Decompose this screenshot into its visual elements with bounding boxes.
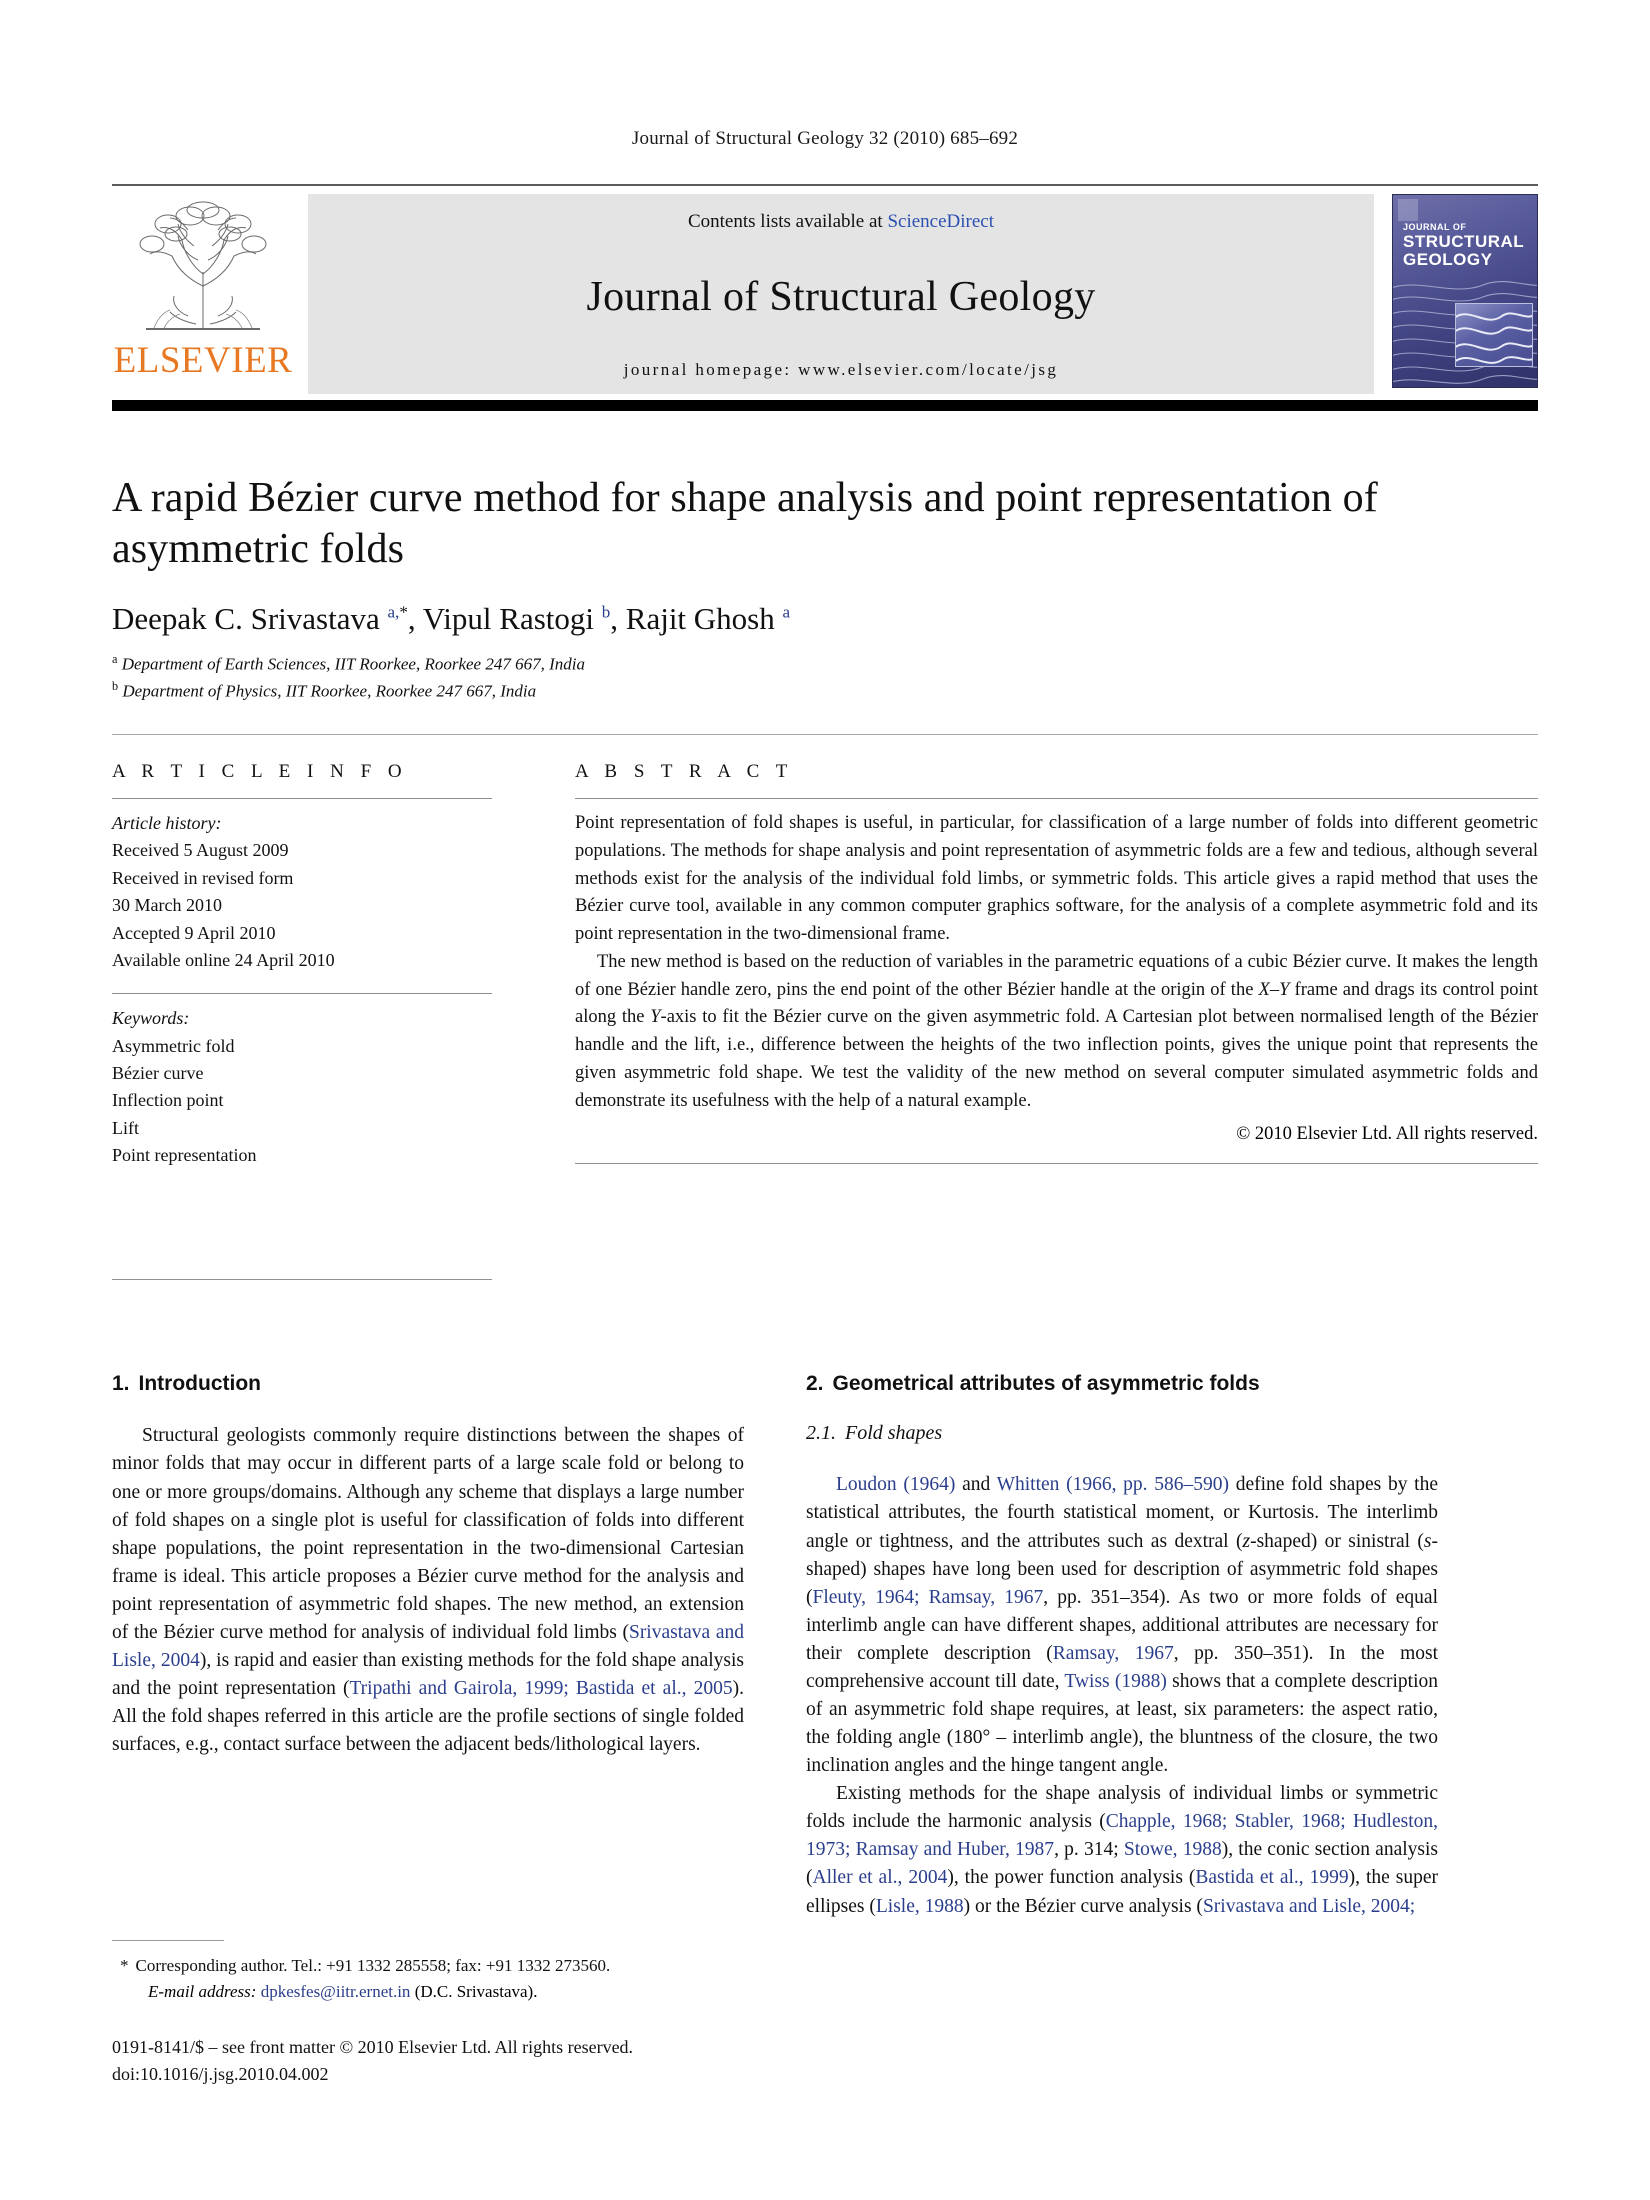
issn-line: 0191-8141/$ – see front matter © 2010 Elsevier Ltd. All rights reserved.: [112, 2037, 634, 2057]
geometrical-paragraph: Loudon (1964) and Whitten (1966, pp. 586–590) define fold shapes by the statistical attributes, the fourth statistical moment, or Kurtosis. The interlimb angle or tightness, and the attributes such as dextral (z-shaped) or sinistral (s-shaped) shapes have long been used for description of asymmetric fold shapes (Fleuty, 1964; Ramsay, 1967, pp. 351–354). As two or more folds of equal interlimb angle can have different shapes, additional attributes are necessary for their complete description (Ramsay, 1967, pp. 350–351). In the most comprehensive account till date, Twiss (1988) shows that a complete description of an asymmetric fold shape requires, at least, six parameters: the aspect ratio, the folding angle (180° – interlimb angle), the bluntness of the closure, the two inclination angles and the hinge tangent angle.: [806, 1474, 1439, 1777]
article-info-bottom-rule: [112, 1279, 492, 1280]
abstract-paragraph: The new method is based on the reduction of variables in the parametric equations of a cubic Bézier curve. It makes the length of one Bézier handle zero, pins the end point of the other Bézier handle at the origin of the X–Y frame and drags its control point along the Y-axis to fit the Bézier curve on the given asymmetric fold. A Cartesian plot between normalised length of the Bézier handle and the lift, i.e., difference between the heights of the two inflection points, gives the unique point that represents the given asymmetric fold shape. We test the validity of the new method on several computer simulated asymmetric folds and demonstrate its usefulness with the help of a natural example.: [575, 951, 1538, 1111]
page-title: A rapid Bézier curve method for shape analysis and point representation of asymmetric folds: [112, 475, 1378, 573]
intro-paragraph: Structural geologists commonly require distinctions between the shapes of minor folds that may occur in different parts of a large scale fold or belong to one or more groups/domains. Although any scheme that displays a large number of fold shapes on a single plot is useful for classification of folds into different shape populations, the point representation in the two-dimensional Cartesian frame is ideal. This article proposes a Bézier curve method for the analysis and point representation of asymmetric fold shapes. The new method, an extension of the Bézier curve method for analysis of individual fold limbs (Srivastava and Lisle, 2004), is rapid and easier than existing methods for the fold shape analysis and the point representation (Tripathi and Gairola, 1999; Bastida et al., 2005). All the fold shapes referred in this article are the profile sections of single folded surfaces, e.g., contact surface between the adjacent beds/lithological layers.: [112, 1425, 744, 1756]
section-heading-introduction: [112, 1372, 744, 1396]
cover-title: [1403, 223, 1529, 269]
keyword-item: Point representation: [112, 1145, 257, 1166]
keywords-label: Keywords:: [112, 1008, 190, 1029]
footnote-star: *: [120, 1956, 129, 1975]
cover-line-2: STRUCTURAL: [1403, 231, 1525, 251]
body-column-left: [112, 1372, 744, 1920]
corresponding-author-note: [112, 1953, 744, 1979]
affiliation-a: $^a$ Department of Earth Sciences, IIT Roorkee, Roorkee 247 667, India: [112, 652, 585, 675]
doi-line: doi:10.1016/j.jsg.2010.04.002: [112, 2064, 329, 2084]
article-history-label: Article history:: [112, 813, 222, 834]
section-number: 2.: [806, 1372, 824, 1396]
journal-homepage[interactable]: journal homepage: www.elsevier.com/locate/jsg: [623, 360, 1059, 379]
email-label: E-mail address:: [148, 1981, 257, 2001]
history-item: Available online 24 April 2010: [112, 949, 335, 970]
cover-inset-folds-icon: [1456, 304, 1532, 366]
section-number: 1.: [112, 1372, 130, 1396]
abstract-heading: A B S T R A C T: [575, 761, 794, 783]
article-info-heading: A R T I C L E I N F O: [112, 761, 408, 783]
abstract-bottom-rule: [575, 1163, 1538, 1164]
subsection-heading-fold-shapes: [806, 1422, 1438, 1445]
article-history-block: [112, 810, 492, 974]
article-info-divider: [112, 993, 492, 994]
sciencedirect-link[interactable]: ScienceDirect: [887, 211, 995, 232]
keyword-item: Asymmetric fold: [112, 1035, 235, 1056]
journal-cover-thumbnail: [1392, 194, 1538, 388]
abstract-copyright: © 2010 Elsevier Ltd. All rights reserved.: [1236, 1124, 1538, 1145]
title-bottom-rule: [112, 734, 1538, 735]
subsection-title: Fold shapes: [845, 1422, 943, 1445]
keyword-item: Bézier curve: [112, 1062, 204, 1083]
article-info-rule: [112, 798, 492, 799]
email-suffix: (D.C. Srivastava).: [414, 1981, 538, 2001]
affiliation-b: $^b$ Department of Physics, IIT Roorkee, Roorkee 247 667, India: [112, 678, 537, 701]
footnote-area: [112, 1940, 744, 2088]
body-columns: [112, 1372, 1538, 1920]
affiliations: [112, 651, 1538, 704]
subsection-number: 2.1.: [806, 1422, 836, 1445]
elsevier-tree-icon: [128, 200, 278, 340]
contents-line: [688, 211, 994, 233]
info-abstract-row: [112, 761, 1538, 1280]
cover-line-1: JOURNAL OF: [1403, 222, 1467, 232]
body-column-right: [806, 1372, 1438, 1920]
section-title: Geometrical attributes of asymmetric folds: [832, 1372, 1260, 1396]
abstract-paragraph: Point representation of fold shapes is useful, in particular, for classification of a large number of folds into different geometric populations. The methods for shape analysis and point representation of asymmetric folds are a few and tedious, although several methods exist for the analysis of the individual fold limbs, or symmetric folds. This article gives a rapid method that uses the Bézier curve tool, available in any common computer graphics software, for the analysis of a complete asymmetric fold and its point representation in the two-dimensional frame.: [575, 813, 1538, 945]
footnote-rule: [112, 1940, 224, 1941]
history-item: Received in revised form: [112, 867, 294, 888]
abstract-rule: [575, 798, 1538, 799]
issn-block: [112, 2034, 744, 2088]
journal-masthead: [112, 184, 1538, 394]
masthead-bottom-rule: [112, 400, 1538, 411]
journal-title: Journal of Structural Geology: [586, 273, 1096, 320]
cover-inset-photo: [1455, 303, 1533, 367]
history-item: Accepted 9 April 2010: [112, 922, 276, 943]
keywords-block: [112, 1005, 492, 1169]
contents-prefix: Contents lists available at: [687, 211, 888, 232]
article-info-column: [112, 761, 492, 1280]
section-title: Introduction: [138, 1372, 261, 1396]
elsevier-wordmark: ELSEVIER: [113, 340, 293, 381]
elsevier-logo: [112, 194, 294, 394]
keyword-item: Inflection point: [112, 1090, 224, 1111]
running-head: Journal of Structural Geology 32 (2010) 685–692: [631, 128, 1019, 149]
author-list: Deepak C. Srivastava $^{a,*}$, Vipul Rastogi $^b$, Rajit Ghosh $^a$: [112, 601, 791, 637]
geometrical-paragraph: Existing methods for the shape analysis of individual limbs or symmetric folds include the harmonic analysis (Chapple, 1968; Stabler, 1968; Hudleston, 1973; Ramsay and Huber, 1987, p. 314; Stowe, 1988), the conic section analysis (Aller et al., 2004), the power function analysis (Bastida et al., 1999), the super ellipses (Lisle, 1988) or the Bézier curve analysis (Srivastava and Lisle, 2004;: [806, 1783, 1439, 1917]
abstract-column: [575, 761, 1538, 1280]
abstract-body: [575, 810, 1538, 1115]
email-note: [112, 1979, 744, 2005]
corresponding-author-text: Corresponding author. Tel.: +91 1332 285558; fax: +91 1332 273560.: [135, 1956, 611, 1975]
cover-elsevier-icon: [1398, 199, 1418, 221]
cover-line-3: GEOLOGY: [1403, 250, 1493, 270]
keyword-item: Lift: [112, 1117, 139, 1138]
history-item: 30 March 2010: [112, 895, 222, 916]
history-item: Received 5 August 2009: [112, 840, 289, 861]
journal-banner: [308, 194, 1374, 394]
section-heading-geometrical: [806, 1372, 1438, 1396]
email-link[interactable]: dpkesfes@iitr.ernet.in: [260, 1981, 411, 2001]
